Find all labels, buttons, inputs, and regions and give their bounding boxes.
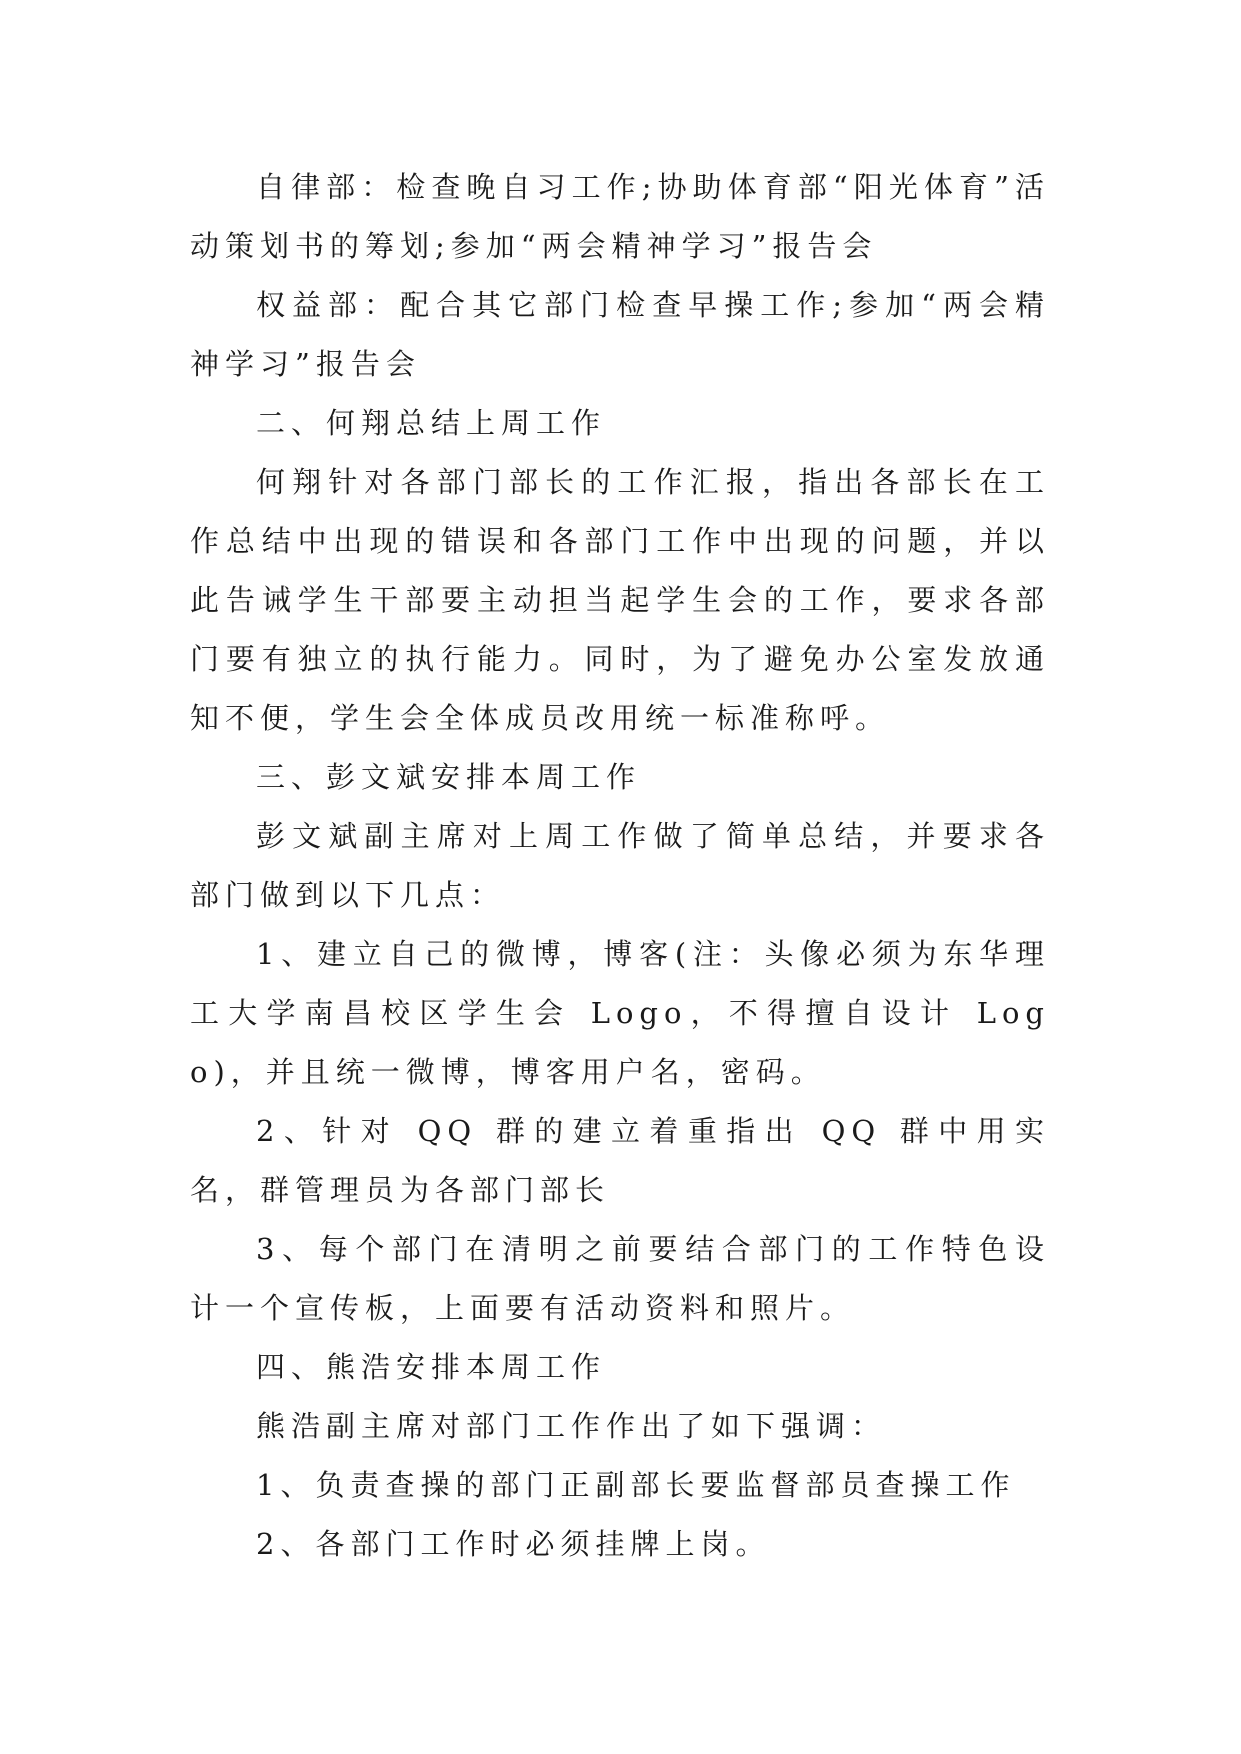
section-heading-3: 三、彭文斌安排本周工作: [256, 760, 642, 794]
list-item-publicity-board: 3、每个部门在清明之前要结合部门的工作特色设计一个宣传板，上面要有活动资料和照片。: [190, 1232, 1050, 1325]
list-item-badge-duty: 2、各部门工作时必须挂牌上岗。: [256, 1527, 771, 1561]
paragraph-xionghao-intro: 熊浩副主席对部门工作作出了如下强调：: [256, 1409, 887, 1443]
paragraph-rights-dept: 权益部：配合其它部门检查早操工作;参加“两会精神学习”报告会: [190, 288, 1050, 381]
paragraph-discipline-dept: 自律部：检查晚自习工作;协助体育部“阳光体育”活动策划书的筹划;参加“两会精神学习”报告会: [190, 170, 1050, 263]
paragraph-hexiang-summary: 何翔针对各部门部长的工作汇报，指出各部长在工作总结中出现的错误和各部门工作中出现的问题，并以此告诫学生干部要主动担当起学生会的工作，要求各部门要有独立的执行能力。同时，为了避免办公室发放通知不便，学生会全体成员改用统一标准称呼。: [190, 465, 1050, 735]
section-heading-2: 二、何翔总结上周工作: [256, 406, 607, 440]
list-item-qq-group: 2、针对 QQ 群的建立着重指出 QQ 群中用实名，群管理员为各部门部长: [190, 1114, 1050, 1207]
list-item-exercise-check: 1、负责查操的部门正副部长要监督部员查操工作: [256, 1468, 1016, 1502]
section-heading-4: 四、熊浩安排本周工作: [256, 1350, 607, 1384]
paragraph-pengwenbin-intro: 彭文斌副主席对上周工作做了简单总结，并要求各部门做到以下几点：: [190, 819, 1050, 912]
document-body: [190, 158, 1050, 1574]
list-item-weibo-blog: 1、建立自己的微博，博客(注：头像必须为东华理工大学南昌校区学生会 Logo，不得擅自设计 Logo)，并且统一微博，博客用户名，密码。: [190, 937, 1050, 1089]
